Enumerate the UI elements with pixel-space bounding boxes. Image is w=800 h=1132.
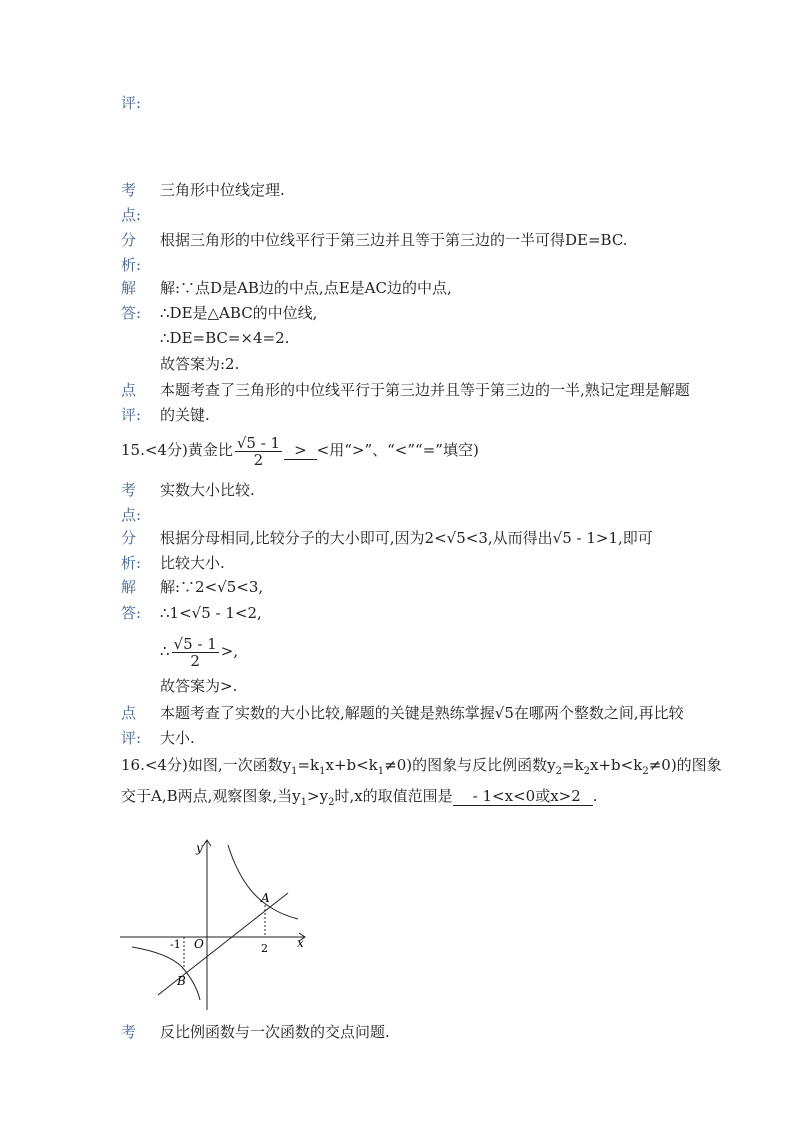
fenxi-label: 分	[121, 231, 137, 249]
fenxi-label: 分	[121, 529, 137, 547]
fenxi-text: 比较大小.	[160, 554, 225, 572]
kaodian-label: 考	[121, 1023, 137, 1041]
kaodian-text: 反比例函数与一次函数的交点问题.	[160, 1023, 390, 1041]
dianping-label-2: 评:	[121, 729, 142, 747]
jieda-suffix: >,	[220, 642, 239, 660]
kaodian-label: 考	[121, 181, 137, 199]
therefore-sign: ∴	[160, 642, 170, 660]
subscript: 2	[555, 766, 562, 777]
q15-prefix: 15.<4分)黄金比	[121, 441, 233, 459]
jieda-label-2: 答:	[121, 604, 142, 622]
jieda-line: ∴DE=BC=×4=2.	[160, 329, 290, 347]
dianping-label-2: 评:	[121, 406, 142, 424]
dianping-label: 点	[121, 704, 137, 722]
jieda-label-2: 答:	[121, 304, 142, 322]
kaodian-text: 实数大小比较.	[160, 481, 255, 499]
fenxi-text: 根据三角形的中位线平行于第三边并且等于第三边的一半可得DE=BC.	[160, 231, 628, 249]
fenxi-label-2: 析:	[121, 554, 142, 572]
jieda-line: ∴DE是△ABC的中位线,	[160, 304, 318, 322]
q16-text: >y	[307, 787, 329, 805]
jieda-line: 解:∵点D是AB边的中点,点E是AC边的中点,	[160, 279, 452, 297]
fenxi-text: 根据分母相同,比较分子的大小即可,因为2<√5<3,从而得出√5 - 1>1,即可	[160, 529, 653, 547]
kaodian-text: 三角形中位线定理.	[160, 181, 285, 199]
jieda-line: 解:∵2<√5<3,	[160, 578, 264, 596]
fraction-denominator: 2	[190, 651, 200, 670]
q16-text: x+b<k	[590, 756, 643, 774]
function-graph	[110, 835, 310, 1010]
q16-text: =k	[297, 756, 320, 774]
subscript: 1	[291, 766, 298, 777]
q16-answer-blank: - 1<x<0或x>2	[453, 787, 593, 806]
dianping-line: 本题考查了三角形的中位线平行于第三边并且等于第三边的一半,熟记定理是解题	[160, 381, 690, 399]
q16-text: x+b<k	[325, 756, 378, 774]
jieda-line: 故答案为>.	[160, 677, 238, 695]
kaodian-label-2: 点:	[121, 506, 142, 524]
jieda-line	[160, 633, 238, 669]
jieda-line: 故答案为:2.	[160, 355, 240, 373]
x-axis-label: x	[297, 936, 304, 950]
tick-label-2: 2	[261, 942, 268, 955]
q16-text: .	[592, 787, 598, 805]
subscript: 1	[377, 766, 385, 777]
jieda-label: 解	[121, 279, 137, 297]
fenxi-label-2: 析:	[121, 256, 142, 274]
golden-ratio-fraction	[172, 636, 219, 669]
fraction-denominator: 2	[253, 450, 264, 469]
fraction-numerator: √5 - 1	[173, 634, 217, 653]
hyperbola-branch-third-quadrant	[132, 947, 200, 1000]
fraction-numerator: √5 - 1	[236, 433, 281, 452]
point-b-label: B	[177, 974, 186, 988]
dianping-line: 大小.	[160, 729, 195, 747]
jieda-label: 解	[121, 578, 137, 596]
question-16-line2	[121, 786, 598, 813]
kaodian-label-2: 点:	[121, 206, 142, 224]
dianping-label: 点	[121, 381, 137, 399]
y-axis-label: y	[196, 841, 203, 855]
hyperbola-branch-first-quadrant	[228, 845, 298, 919]
dianping-line: 的关键.	[160, 406, 210, 424]
q16-text: =k	[561, 756, 584, 774]
q16-text: 时,x的取值范围是	[334, 787, 453, 805]
subscript: 1	[300, 797, 308, 808]
jieda-line: ∴1<√5 - 1<2,	[160, 604, 262, 622]
kaodian-label: 考	[121, 481, 137, 499]
question-15	[121, 432, 479, 468]
q16-text: 16.<4分)如图,一次函数y	[121, 756, 292, 774]
q16-text: ≠0)的图象与反比例函数y	[384, 756, 556, 774]
subscript: 2	[583, 766, 591, 777]
origin-label: O	[194, 937, 204, 951]
subscript: 2	[328, 797, 335, 808]
tick-label-neg1: -1	[170, 938, 181, 951]
dianping-label-tail: 评:	[121, 94, 142, 112]
dianping-line: 本题考查了实数的大小比较,解题的关键是熟练掌握√5在哪两个整数之间,再比较	[160, 704, 684, 722]
q15-suffix: <用“>”、“<”“=”填空)	[316, 441, 479, 459]
q15-answer-blank: >	[284, 441, 317, 460]
golden-ratio-fraction	[235, 435, 282, 468]
question-16-line1	[121, 755, 722, 782]
subscript: 2	[642, 766, 649, 777]
point-a-label: A	[261, 891, 270, 905]
subscript: 1	[319, 766, 326, 777]
q16-text: 交于A,B两点,观察图象,当y	[121, 787, 301, 805]
q16-text: ≠0)的图象	[648, 756, 722, 774]
